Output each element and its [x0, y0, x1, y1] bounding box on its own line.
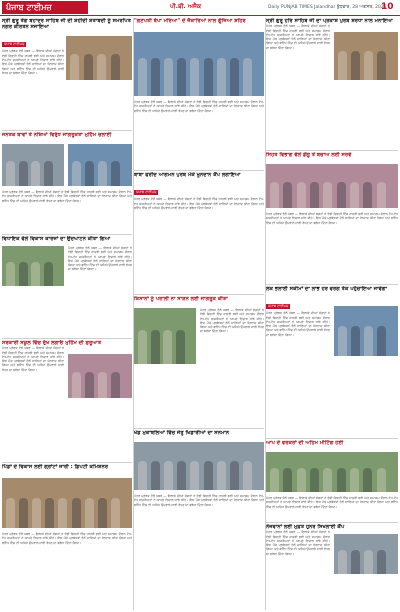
photo-figure [283, 468, 292, 492]
article-text: ਪੱਤਰ ਪ੍ਰੇਰਕ ਵੱਲੋਂ ਖ਼ਬਰ — ਇਲਾਕੇ ਦੀਆਂ ਸੰਗਤਾਂ ਨੇ ਵੱਡੀ ਗਿਣਤੀ ਵਿੱਚ ਹਾਜ਼ਰੀ ਭਰੀ ਅਤੇ ਸਮਾਗਮ ਦੌਰਾਨ ਵੱਖ-ਵੱਖ ਸ਼ਖ਼ਸੀਅਤਾਂ ਨੇ ਆਪਣੇ ਵਿਚਾਰ ਸਾਂਝੇ ਕੀਤੇ। ਇਸ ਮੌਕੇ ਪ੍ਰਬੰਧਕਾਂ ਵੱਲੋਂ ਸਾਰਿਆਂ ਦਾ ਧੰਨਵਾਦ ਕੀਤਾ ਗਿਆ ਅਤੇ ਭਵਿੱਖ ਵਿੱਚ ਵੀ ਅਜਿਹੇ ਉਪਰਾਲੇ ਜਾਰੀ ਰੱਖਣ ਦਾ ਭਰੋਸਾ ਦਿੱਤਾ ਗਿਆ। [134, 197, 264, 210]
article-text: ਪੱਤਰ ਪ੍ਰੇਰਕ ਵੱਲੋਂ ਖ਼ਬਰ — ਇਲਾਕੇ ਦੀਆਂ ਸੰਗਤਾਂ ਨੇ ਵੱਡੀ ਗਿਣਤੀ ਵਿੱਚ ਹਾਜ਼ਰੀ ਭਰੀ ਅਤੇ ਸਮਾਗਮ ਦੌਰਾਨ ਵੱਖ-ਵੱਖ ਸ਼ਖ਼ਸੀਅਤਾਂ ਨੇ ਆਪਣੇ ਵਿਚਾਰ ਸਾਂਝੇ ਕੀਤੇ। ਇਸ ਮੌਕੇ ਪ੍ਰਬੰਧਕਾਂ ਵੱਲੋਂ ਸਾਰਿਆਂ ਦਾ ਧੰਨਵਾਦ ਕੀਤਾ ਗਿਆ ਅਤੇ ਭਵਿੱਖ ਵਿੱਚ ਵੀ ਅਜਿਹੇ ਉਪਰਾਲੇ ਜਾਰੀ ਰੱਖਣ ਦਾ ਭਰੋਸਾ ਦਿੱਤਾ ਗਿਆ। [2, 532, 132, 545]
photo-figure [32, 498, 41, 528]
photo-figure [72, 372, 81, 398]
headline: ਖੇਡ ਮੁਕਾਬਲਿਆਂ ਵਿੱਚ ਜੇਤੂ ਖਿਡਾਰੀਆਂ ਦਾ ਸਨਮਾਨ [134, 430, 230, 436]
photo-figure [283, 182, 292, 208]
photo-figure [377, 550, 386, 574]
photo-figure [337, 182, 346, 208]
section-title: ਪੀ.ਬੀ. ਅਜੈਕ [170, 3, 202, 10]
story-divider [2, 130, 132, 131]
photo-figure [338, 326, 347, 356]
photo-figure [70, 54, 79, 80]
news-article [266, 440, 398, 520]
photo-figure [364, 550, 373, 574]
photo-figure [230, 461, 239, 490]
story-divider [2, 462, 132, 463]
story-divider [266, 438, 398, 439]
photo-figure [31, 161, 40, 186]
photo-figure [98, 372, 107, 398]
photo-figure [72, 498, 81, 528]
photo-figure [31, 262, 40, 286]
photo-figure [151, 461, 160, 490]
photo-figure [363, 468, 372, 492]
photo-figure [230, 58, 239, 96]
photo-figure [350, 468, 359, 492]
photo-figure [151, 330, 160, 364]
photo-figure [6, 498, 15, 528]
article-text: ਪੱਤਰ ਪ੍ਰੇਰਕ ਵੱਲੋਂ ਖ਼ਬਰ — ਇਲਾਕੇ ਦੀਆਂ ਸੰਗਤਾਂ ਨੇ ਵੱਡੀ ਗਿਣਤੀ ਵਿੱਚ ਹਾਜ਼ਰੀ ਭਰੀ ਅਤੇ ਸਮਾਗਮ ਦੌਰਾਨ ਵੱਖ-ਵੱਖ ਸ਼ਖ਼ਸੀਅਤਾਂ ਨੇ ਆਪਣੇ ਵਿਚਾਰ ਸਾਂਝੇ ਕੀਤੇ। ਇਸ ਮੌਕੇ ਪ੍ਰਬੰਧਕਾਂ ਵੱਲੋਂ ਸਾਰਿਆਂ ਦਾ ਧੰਨਵਾਦ ਕੀਤਾ ਗਿਆ ਅਤੇ ਭਵਿੱਖ ਵਿੱਚ ਵੀ ਅਜਿਹੇ ਉਪਰਾਲੇ ਜਾਰੀ ਰੱਖਣ ਦਾ ਭਰੋਸਾ ਦਿੱਤਾ ਗਿਆ। [2, 190, 132, 203]
headline: ਸਿਹਤ ਵਿਭਾਗ ਵੱਲੋਂ ਡੇਂਗੂ ਤੋਂ ਬਚਾਅ ਲਈ ਸਰਵੇ [266, 152, 352, 158]
story-divider [134, 428, 264, 429]
news-photo [266, 452, 398, 492]
photo-figure [377, 182, 386, 208]
photo-figure [310, 182, 319, 208]
newspaper-brand: ਪੰਜਾਬ ਟਾਈਮਜ਼ [2, 1, 88, 14]
photo-figure [138, 58, 147, 96]
news-article [134, 172, 264, 292]
headline: ਸ੍ਰੀ ਗੁਰੂ ਹਰਿ ਸਾਹਿਬ ਜੀ ਦਾ ਪ੍ਰਕਾਸ਼ ਪੁਰਬ ਸ਼ਰਧਾ ਨਾਲ ਮਨਾਇਆ [266, 18, 393, 24]
photo-figure [45, 498, 54, 528]
photo-figure [217, 58, 226, 96]
news-article [266, 524, 398, 610]
headline: ਜਨਤਕ ਥਾਵਾਂ ਤੇ ਨਸ਼ਿਆਂ ਵਿਰੁੱਧ ਜਾਗਰੂਕਤਾ ਮੁਹਿੰਮ ਚਲਾਈ [2, 132, 112, 138]
news-article [134, 18, 264, 168]
headline: ਆਪ ਦੇ ਵਰਕਰਾਂ ਦੀ ਅਹਿਮ ਮੀਟਿੰਗ ਹੋਈ [266, 440, 344, 446]
news-article [266, 286, 398, 436]
column-middle [134, 18, 264, 610]
story-divider [266, 284, 398, 285]
news-photo [134, 32, 264, 96]
photo-figure [243, 58, 252, 96]
article-text: ਪੱਤਰ ਪ੍ਰੇਰਕ ਵੱਲੋਂ ਖ਼ਬਰ — ਇਲਾਕੇ ਦੀਆਂ ਸੰਗਤਾਂ ਨੇ ਵੱਡੀ ਗਿਣਤੀ ਵਿੱਚ ਹਾਜ਼ਰੀ ਭਰੀ ਅਤੇ ਸਮਾਗਮ ਦੌਰਾਨ ਵੱਖ-ਵੱਖ ਸ਼ਖ਼ਸੀਅਤਾਂ ਨੇ ਆਪਣੇ ਵਿਚਾਰ ਸਾਂਝੇ ਕੀਤੇ। ਇਸ ਮੌਕੇ ਪ੍ਰਬੰਧਕਾਂ ਵੱਲੋਂ ਸਾਰਿਆਂ ਦਾ ਧੰਨਵਾਦ ਕੀਤਾ ਗਿਆ ਅਤੇ ਭਵਿੱਖ ਵਿੱਚ ਵੀ ਅਜਿਹੇ ਉਪਰਾਲੇ ਜਾਰੀ ਰੱਖਣ ਦਾ ਭਰੋਸਾ ਦਿੱਤਾ ਗਿਆ। [68, 246, 132, 272]
photo-figure [44, 161, 53, 186]
photo-figure [377, 468, 386, 492]
news-photo [68, 144, 132, 186]
headline: ਨੌਜਵਾਨਾਂ ਲਈ ਮੁਫ਼ਤ ਹੁਨਰ ਸਿਖਲਾਈ ਕੈਂਪ [266, 524, 345, 530]
photo-figure [310, 468, 319, 492]
article-text: ਪੱਤਰ ਪ੍ਰੇਰਕ ਵੱਲੋਂ ਖ਼ਬਰ — ਇਲਾਕੇ ਦੀਆਂ ਸੰਗਤਾਂ ਨੇ ਵੱਡੀ ਗਿਣਤੀ ਵਿੱਚ ਹਾਜ਼ਰੀ ਭਰੀ ਅਤੇ ਸਮਾਗਮ ਦੌਰਾਨ ਵੱਖ-ਵੱਖ ਸ਼ਖ਼ਸੀਅਤਾਂ ਨੇ ਆਪਣੇ ਵਿਚਾਰ ਸਾਂਝੇ ਕੀਤੇ। ਇਸ ਮੌਕੇ ਪ੍ਰਬੰਧਕਾਂ ਵੱਲੋਂ ਸਾਰਿਆਂ ਦਾ ਧੰਨਵਾਦ ਕੀਤਾ ਗਿਆ ਅਤੇ ਭਵਿੱਖ ਵਿੱਚ ਵੀ ਅਜਿਹੇ ਉਪਰਾਲੇ ਜਾਰੀ ਰੱਖਣ ਦਾ ਭਰੋਸਾ ਦਿੱਤਾ ਗਿਆ। [266, 530, 330, 556]
photo-figure [338, 51, 347, 80]
byline-tag: ਪੰਜਾਬ ਟਾਈਮਜ਼ [4, 42, 25, 47]
photo-figure [84, 54, 93, 80]
article-text: ਪੱਤਰ ਪ੍ਰੇਰਕ ਵੱਲੋਂ ਖ਼ਬਰ — ਇਲਾਕੇ ਦੀਆਂ ਸੰਗਤਾਂ ਨੇ ਵੱਡੀ ਗਿਣਤੀ ਵਿੱਚ ਹਾਜ਼ਰੀ ਭਰੀ ਅਤੇ ਸਮਾਗਮ ਦੌਰਾਨ ਵੱਖ-ਵੱਖ ਸ਼ਖ਼ਸੀਅਤਾਂ ਨੇ ਆਪਣੇ ਵਿਚਾਰ ਸਾਂਝੇ ਕੀਤੇ। ਇਸ ਮੌਕੇ ਪ੍ਰਬੰਧਕਾਂ ਵੱਲੋਂ ਸਾਰਿਆਂ ਦਾ ਧੰਨਵਾਦ ਕੀਤਾ ਗਿਆ ਅਤੇ ਭਵਿੱਖ ਵਿੱਚ ਵੀ ਅਜਿਹੇ ਉਪਰਾਲੇ ਜਾਰੀ ਰੱਖਣ ਦਾ ਭਰੋਸਾ ਦਿੱਤਾ ਗਿਆ। [266, 212, 398, 225]
article-text: ਪੱਤਰ ਪ੍ਰੇਰਕ ਵੱਲੋਂ ਖ਼ਬਰ — ਇਲਾਕੇ ਦੀਆਂ ਸੰਗਤਾਂ ਨੇ ਵੱਡੀ ਗਿਣਤੀ ਵਿੱਚ ਹਾਜ਼ਰੀ ਭਰੀ ਅਤੇ ਸਮਾਗਮ ਦੌਰਾਨ ਵੱਖ-ਵੱਖ ਸ਼ਖ਼ਸੀਅਤਾਂ ਨੇ ਆਪਣੇ ਵਿਚਾਰ ਸਾਂਝੇ ਕੀਤੇ। ਇਸ ਮੌਕੇ ਪ੍ਰਬੰਧਕਾਂ ਵੱਲੋਂ ਸਾਰਿਆਂ ਦਾ ਧੰਨਵਾਦ ਕੀਤਾ ਗਿਆ ਅਤੇ ਭਵਿੱਖ ਵਿੱਚ ਵੀ ਅਜਿਹੇ ਉਪਰਾਲੇ ਜਾਰੀ ਰੱਖਣ ਦਾ ਭਰੋਸਾ ਦਿੱਤਾ ਗਿਆ। [2, 346, 64, 372]
news-photo [2, 144, 64, 186]
news-article [134, 430, 264, 610]
photo-figure [323, 182, 332, 208]
news-photo [334, 306, 398, 356]
news-photo [134, 442, 264, 490]
news-photo [2, 246, 64, 286]
photo-figure [85, 161, 94, 186]
article-text: ਪੱਤਰ ਪ੍ਰੇਰਕ ਵੱਲੋਂ ਖ਼ਬਰ — ਇਲਾਕੇ ਦੀਆਂ ਸੰਗਤਾਂ ਨੇ ਵੱਡੀ ਗਿਣਤੀ ਵਿੱਚ ਹਾਜ਼ਰੀ ਭਰੀ ਅਤੇ ਸਮਾਗਮ ਦੌਰਾਨ ਵੱਖ-ਵੱਖ ਸ਼ਖ਼ਸੀਅਤਾਂ ਨੇ ਆਪਣੇ ਵਿਚਾਰ ਸਾਂਝੇ ਕੀਤੇ। ਇਸ ਮੌਕੇ ਪ੍ਰਬੰਧਕਾਂ ਵੱਲੋਂ ਸਾਰਿਆਂ ਦਾ ਧੰਨਵਾਦ ਕੀਤਾ ਗਿਆ ਅਤੇ ਭਵਿੱਖ ਵਿੱਚ ਵੀ ਅਜਿਹੇ ਉਪਰਾਲੇ ਜਾਰੀ ਰੱਖਣ ਦਾ ਭਰੋਸਾ ਦਿੱਤਾ ਗਿਆ। [2, 49, 64, 75]
photo-figure [337, 468, 346, 492]
photo-figure [111, 498, 120, 528]
news-photo [134, 308, 196, 364]
news-article [266, 18, 398, 148]
photo-figure [111, 54, 120, 80]
photo-figure [177, 461, 186, 490]
photo-figure [351, 51, 360, 80]
news-photo [2, 478, 132, 528]
column-left [2, 18, 132, 610]
news-photo [68, 354, 132, 398]
news-article [2, 464, 132, 610]
photo-figure [297, 468, 306, 492]
page-number: 10 [381, 2, 394, 12]
photo-figure [19, 161, 28, 186]
headline: "ਗਣਪਤੀ ਬੱਪਾ ਮੋਰਿਆ" ਦੇ ਜੈਕਾਰਿਆਂ ਨਾਲ ਗੂੰਜਿਆ ਸ਼ਹਿਰ [134, 18, 246, 24]
headline: ਵਿਧਾਇਕ ਵੱਲੋਂ ਵਿਕਾਸ ਕਾਰਜਾਂ ਦਾ ਉਦਘਾਟਨ ਕੀਤਾ ਗਿਆ [2, 236, 111, 242]
photo-figure [243, 461, 252, 490]
photo-figure [350, 182, 359, 208]
story-divider [2, 234, 132, 235]
photo-figure [44, 262, 53, 286]
photo-figure [58, 498, 67, 528]
photo-figure [19, 262, 28, 286]
story-divider [2, 338, 132, 339]
photo-figure [138, 461, 147, 490]
article-text: ਪੱਤਰ ਪ੍ਰੇਰਕ ਵੱਲੋਂ ਖ਼ਬਰ — ਇਲਾਕੇ ਦੀਆਂ ਸੰਗਤਾਂ ਨੇ ਵੱਡੀ ਗਿਣਤੀ ਵਿੱਚ ਹਾਜ਼ਰੀ ਭਰੀ ਅਤੇ ਸਮਾਗਮ ਦੌਰਾਨ ਵੱਖ-ਵੱਖ ਸ਼ਖ਼ਸੀਅਤਾਂ ਨੇ ਆਪਣੇ ਵਿਚਾਰ ਸਾਂਝੇ ਕੀਤੇ। ਇਸ ਮੌਕੇ ਪ੍ਰਬੰਧਕਾਂ ਵੱਲੋਂ ਸਾਰਿਆਂ ਦਾ ਧੰਨਵਾਦ ਕੀਤਾ ਗਿਆ ਅਤੇ ਭਵਿੱਖ ਵਿੱਚ ਵੀ ਅਜਿਹੇ ਉਪਰਾਲੇ ਜਾਰੀ ਰੱਖਣ ਦਾ ਭਰੋਸਾ ਦਿੱਤਾ ਗਿਆ। [200, 308, 264, 334]
photo-figure [151, 58, 160, 96]
story-divider [134, 294, 264, 295]
photo-figure [351, 326, 360, 356]
news-article [266, 152, 398, 282]
news-article [2, 236, 132, 336]
story-divider [266, 150, 398, 151]
photo-figure [190, 58, 199, 96]
photo-figure [177, 58, 186, 96]
headline: ਪਿੰਡਾਂ ਦੇ ਵਿਕਾਸ ਲਈ ਗ੍ਰਾਂਟਾਂ ਜਾਰੀ : ਡਿਪਟੀ ਕਮਿਸ਼ਨਰ [2, 464, 109, 470]
photo-figure [85, 498, 94, 528]
news-article [2, 340, 132, 460]
photo-figure [98, 161, 107, 186]
news-article [134, 296, 264, 426]
photo-figure [297, 182, 306, 208]
article-text: ਪੱਤਰ ਪ੍ਰੇਰਕ ਵੱਲੋਂ ਖ਼ਬਰ — ਇਲਾਕੇ ਦੀਆਂ ਸੰਗਤਾਂ ਨੇ ਵੱਡੀ ਗਿਣਤੀ ਵਿੱਚ ਹਾਜ਼ਰੀ ਭਰੀ ਅਤੇ ਸਮਾਗਮ ਦੌਰਾਨ ਵੱਖ-ਵੱਖ ਸ਼ਖ਼ਸੀਅਤਾਂ ਨੇ ਆਪਣੇ ਵਿਚਾਰ ਸਾਂਝੇ ਕੀਤੇ। ਇਸ ਮੌਕੇ ਪ੍ਰਬੰਧਕਾਂ ਵੱਲੋਂ ਸਾਰਿਆਂ ਦਾ ਧੰਨਵਾਦ ਕੀਤਾ ਗਿਆ ਅਤੇ ਭਵਿੱਖ ਵਿੱਚ ਵੀ ਅਜਿਹੇ ਉਪਰਾਲੇ ਜਾਰੀ ਰੱਖਣ ਦਾ ਭਰੋਸਾ ਦਿੱਤਾ ਗਿਆ। [266, 496, 398, 509]
photo-figure [6, 161, 15, 186]
photo-figure [364, 326, 373, 356]
photo-figure [364, 51, 373, 80]
photo-figure [111, 372, 120, 398]
byline-tag: ਪੰਜਾਬ ਟਾਈਮਜ਼ [268, 304, 289, 309]
photo-figure [204, 461, 213, 490]
photo-figure [176, 330, 185, 364]
photo-figure [111, 161, 120, 186]
news-photo [334, 32, 398, 80]
headline: ਕਿਸਾਨਾਂ ਨੂੰ ਪਰਾਲੀ ਨਾ ਸਾੜਨ ਲਈ ਜਾਗਰੂਕ ਕੀਤਾ [134, 296, 228, 302]
photo-figure [270, 468, 279, 492]
headline: ਸ੍ਰੀ ਗੁਰੂ ਤੇਗ ਬਹਾਦਰ ਸਾਹਿਬ ਜੀ ਦੀ ਸ਼ਹੀਦੀ ਸ਼ਤਾਬਦੀ ਨੂੰ ਸਮਰਪਿਤ ਨਗਰ ਕੀਰਤਨ ਸਜਾਇਆ [2, 18, 132, 31]
photo-figure [351, 550, 360, 574]
masthead [0, 0, 400, 16]
article-text: ਪੱਤਰ ਪ੍ਰੇਰਕ ਵੱਲੋਂ ਖ਼ਬਰ — ਇਲਾਕੇ ਦੀਆਂ ਸੰਗਤਾਂ ਨੇ ਵੱਡੀ ਗਿਣਤੀ ਵਿੱਚ ਹਾਜ਼ਰੀ ਭਰੀ ਅਤੇ ਸਮਾਗਮ ਦੌਰਾਨ ਵੱਖ-ਵੱਖ ਸ਼ਖ਼ਸੀਅਤਾਂ ਨੇ ਆਪਣੇ ਵਿਚਾਰ ਸਾਂਝੇ ਕੀਤੇ। ਇਸ ਮੌਕੇ ਪ੍ਰਬੰਧਕਾਂ ਵੱਲੋਂ ਸਾਰਿਆਂ ਦਾ ਧੰਨਵਾਦ ਕੀਤਾ ਗਿਆ ਅਤੇ ਭਵਿੱਖ ਵਿੱਚ ਵੀ ਅਜਿਹੇ ਉਪਰਾਲੇ ਜਾਰੀ ਰੱਖਣ ਦਾ ਭਰੋਸਾ ਦਿੱਤਾ ਗਿਆ। [266, 311, 330, 337]
news-photo [266, 164, 398, 208]
story-divider [266, 522, 398, 523]
photo-figure [6, 262, 15, 286]
edition-line: Daily PUNJAB TIMES Jalandhar ਬੁੱਧਵਾਰ, 28 ਅਗਸਤ, 2025 [268, 5, 387, 10]
photo-figure [323, 468, 332, 492]
photo-figure [85, 372, 94, 398]
photo-figure [164, 461, 173, 490]
article-text: ਪੱਤਰ ਪ੍ਰੇਰਕ ਵੱਲੋਂ ਖ਼ਬਰ — ਇਲਾਕੇ ਦੀਆਂ ਸੰਗਤਾਂ ਨੇ ਵੱਡੀ ਗਿਣਤੀ ਵਿੱਚ ਹਾਜ਼ਰੀ ਭਰੀ ਅਤੇ ਸਮਾਗਮ ਦੌਰਾਨ ਵੱਖ-ਵੱਖ ਸ਼ਖ਼ਸੀਅਤਾਂ ਨੇ ਆਪਣੇ ਵਿਚਾਰ ਸਾਂਝੇ ਕੀਤੇ। ਇਸ ਮੌਕੇ ਪ੍ਰਬੰਧਕਾਂ ਵੱਲੋਂ ਸਾਰਿਆਂ ਦਾ ਧੰਨਵਾਦ ਕੀਤਾ ਗਿਆ ਅਤੇ ਭਵਿੱਖ ਵਿੱਚ ਵੀ ਅਜਿਹੇ ਉਪਰਾਲੇ ਜਾਰੀ ਰੱਖਣ ਦਾ ਭਰੋਸਾ ਦਿੱਤਾ ਗਿਆ। [266, 24, 330, 50]
headline: ਸਰਕਾਰੀ ਸਕੂਲ ਵਿੱਚ ਰੁੱਖ ਲਗਾਓ ਮੁਹਿੰਮ ਦੀ ਸ਼ੁਰੂਆਤ [2, 340, 102, 346]
photo-figure [217, 461, 226, 490]
photo-figure [98, 498, 107, 528]
photo-figure [377, 51, 386, 80]
story-divider [134, 170, 264, 171]
byline-tag: ਪੰਜਾਬ ਟਾਈਮਜ਼ [136, 190, 157, 195]
photo-figure [164, 58, 173, 96]
photo-figure [204, 58, 213, 96]
photo-figure [377, 326, 386, 356]
column-right [266, 18, 398, 610]
news-article [2, 18, 132, 128]
article-text: ਪੱਤਰ ਪ੍ਰੇਰਕ ਵੱਲੋਂ ਖ਼ਬਰ — ਇਲਾਕੇ ਦੀਆਂ ਸੰਗਤਾਂ ਨੇ ਵੱਡੀ ਗਿਣਤੀ ਵਿੱਚ ਹਾਜ਼ਰੀ ਭਰੀ ਅਤੇ ਸਮਾਗਮ ਦੌਰਾਨ ਵੱਖ-ਵੱਖ ਸ਼ਖ਼ਸੀਅਤਾਂ ਨੇ ਆਪਣੇ ਵਿਚਾਰ ਸਾਂਝੇ ਕੀਤੇ। ਇਸ ਮੌਕੇ ਪ੍ਰਬੰਧਕਾਂ ਵੱਲੋਂ ਸਾਰਿਆਂ ਦਾ ਧੰਨਵਾਦ ਕੀਤਾ ਗਿਆ ਅਤੇ ਭਵਿੱਖ ਵਿੱਚ ਵੀ ਅਜਿਹੇ ਉਪਰਾਲੇ ਜਾਰੀ ਰੱਖਣ ਦਾ ਭਰੋਸਾ ਦਿੱਤਾ ਗਿਆ। [134, 100, 264, 113]
headline: ਲੋਕ ਭਲਾਈ ਸਕੀਮਾਂ ਦਾ ਲਾਭ ਹਰ ਵਰਗ ਤੱਕ ਪਹੁੰਚਾਇਆ ਜਾਵੇਗਾ [266, 286, 388, 292]
news-photo [334, 534, 398, 574]
article-text: ਪੱਤਰ ਪ੍ਰੇਰਕ ਵੱਲੋਂ ਖ਼ਬਰ — ਇਲਾਕੇ ਦੀਆਂ ਸੰਗਤਾਂ ਨੇ ਵੱਡੀ ਗਿਣਤੀ ਵਿੱਚ ਹਾਜ਼ਰੀ ਭਰੀ ਅਤੇ ਸਮਾਗਮ ਦੌਰਾਨ ਵੱਖ-ਵੱਖ ਸ਼ਖ਼ਸੀਅਤਾਂ ਨੇ ਆਪਣੇ ਵਿਚਾਰ ਸਾਂਝੇ ਕੀਤੇ। ਇਸ ਮੌਕੇ ਪ੍ਰਬੰਧਕਾਂ ਵੱਲੋਂ ਸਾਰਿਆਂ ਦਾ ਧੰਨਵਾਦ ਕੀਤਾ ਗਿਆ ਅਤੇ ਭਵਿੱਖ ਵਿੱਚ ਵੀ ਅਜਿਹੇ ਉਪਰਾਲੇ ਜਾਰੀ ਰੱਖਣ ਦਾ ਭਰੋਸਾ ਦਿੱਤਾ ਗਿਆ। [134, 494, 264, 507]
photo-figure [138, 330, 147, 364]
news-photo [66, 36, 132, 80]
headline: ਬਾਬਾ ਫਰੀਦ ਆਗਮਨ ਪੁਰਬ ਮੌਕੇ ਖੂਨਦਾਨ ਕੈਂਪ ਲਗਾਇਆ [134, 172, 241, 178]
photo-figure [363, 182, 372, 208]
photo-figure [97, 54, 106, 80]
photo-figure [190, 461, 199, 490]
photo-figure [19, 498, 28, 528]
photo-figure [72, 161, 81, 186]
photo-figure [270, 182, 279, 208]
photo-figure [163, 330, 172, 364]
news-article [2, 132, 132, 232]
photo-figure [338, 550, 347, 574]
